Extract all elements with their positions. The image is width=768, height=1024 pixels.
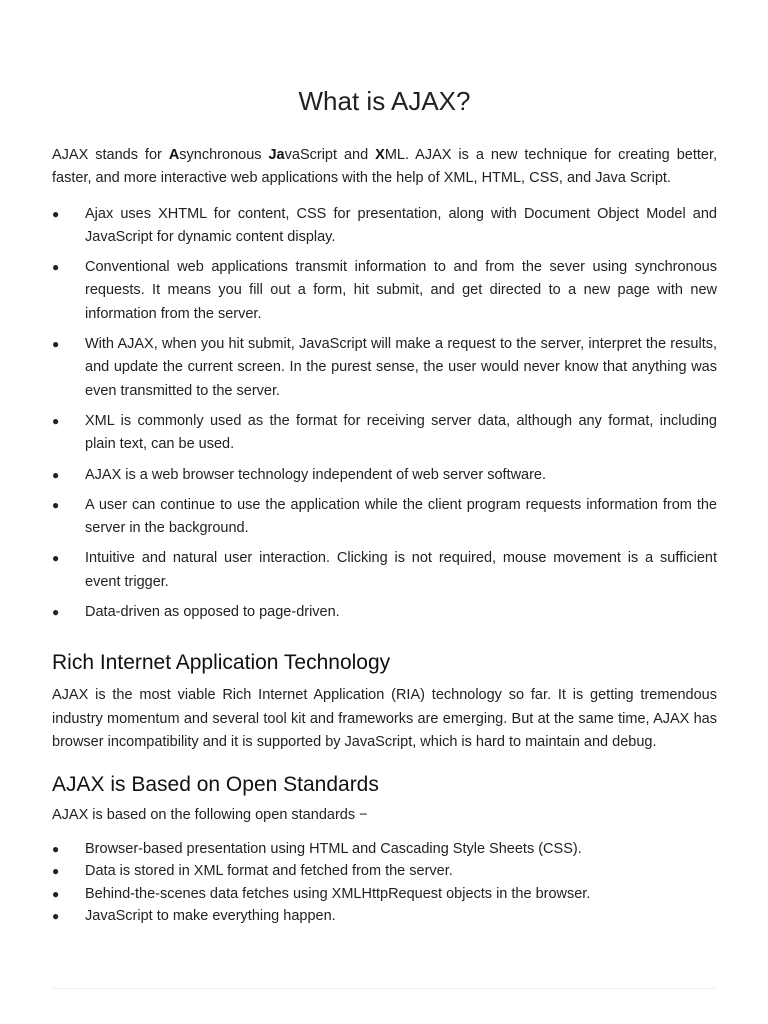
list-item-text: Conventional web applications transmit information to and from the sever using synchronous requests. It means you fill out a form, hit submit, and get directed to a new page with new information from the server. (85, 259, 717, 322)
list-item (52, 256, 717, 326)
intro-bold-ja: Ja (268, 147, 285, 163)
list-item-text: Ajax uses XHTML for content, CSS for presentation, along with Document Object Model and JavaScript for dynamic content display. (85, 205, 717, 245)
intro-text: synchronous (179, 147, 269, 163)
ria-heading: Rich Internet Application Technology (52, 651, 391, 675)
ria-paragraph: AJAX is the most viable Rich Internet Application (RIA) technology so far. It is getting tremendous industry momentum and several tool kit and frameworks are emerging. But at the same time, AJAX has browser incompatibility and it is supported by JavaScript, which is hard to maintain and debug. (52, 687, 717, 750)
list-item-text: Data-driven as opposed to page-driven. (85, 604, 340, 621)
intro-text: ML. AJAX is a new technique for creating better, faster, and more interactive web applications with the help of XML, HTML, CSS, and Java Script. (52, 147, 718, 187)
list-item (52, 883, 717, 906)
list-item (52, 494, 717, 541)
list-item-text: AJAX is a web browser technology independent of web server software. (85, 466, 547, 483)
list-item-text: Browser-based presentation using HTML and Cascading Style Sheets (CSS). (85, 840, 582, 857)
list-item (52, 203, 717, 250)
list-item-text: Behind-the-scenes data fetches using XMLHttpRequest objects in the browser. (85, 885, 591, 902)
list-item (52, 464, 717, 487)
list-item-text: A user can continue to use the application while the client program requests information from the server in the background. (85, 496, 717, 537)
bullet-icon: ● (52, 467, 60, 482)
bullet-icon: ● (52, 337, 60, 352)
list-item-text: JavaScript to make everything happen. (85, 908, 336, 925)
bullet-icon: ● (52, 886, 60, 901)
bullet-icon: ● (52, 260, 60, 275)
intro-bold-x: X (375, 147, 385, 163)
bullet-icon: ● (52, 497, 60, 512)
standards-intro: AJAX is based on the following open standards − (52, 807, 368, 824)
bullet-icon: ● (52, 605, 60, 620)
features-list (52, 203, 717, 625)
list-item-text: With AJAX, when you hit submit, JavaScript will make a request to the server, interpret the results, and update the current screen. In the purest sense, the user would never know that anything was even transmitted to the server. (85, 336, 717, 399)
list-item (52, 860, 717, 883)
list-item (52, 410, 717, 457)
intro-text: vaScript and (284, 147, 376, 163)
intro-bold-a: A (168, 147, 180, 163)
bullet-icon: ● (52, 864, 60, 879)
bullet-icon: ● (52, 841, 60, 856)
intro-text: AJAX stands for (52, 147, 169, 163)
list-item-text: XML is commonly used as the format for receiving server data, although any format, including plain text, can be used. (85, 412, 717, 453)
list-item (52, 601, 717, 624)
page-divider (52, 988, 717, 989)
document-page (52, 0, 717, 928)
standards-heading: AJAX is Based on Open Standards (52, 773, 379, 797)
list-item-text: Data is stored in XML format and fetched from the server. (85, 863, 453, 880)
list-item (52, 905, 717, 928)
bullet-icon: ● (52, 909, 60, 924)
intro-paragraph (52, 144, 717, 191)
list-item (52, 838, 717, 861)
list-item (52, 547, 717, 594)
page-title: What is AJAX? (298, 86, 471, 116)
bullet-icon: ● (52, 413, 60, 428)
standards-list (52, 838, 717, 928)
list-item (52, 333, 717, 403)
list-item-text: Intuitive and natural user interaction. Clicking is not required, mouse movement is a sufficient event trigger. (85, 550, 717, 590)
bullet-icon: ● (52, 206, 60, 221)
bullet-icon: ● (52, 551, 60, 566)
